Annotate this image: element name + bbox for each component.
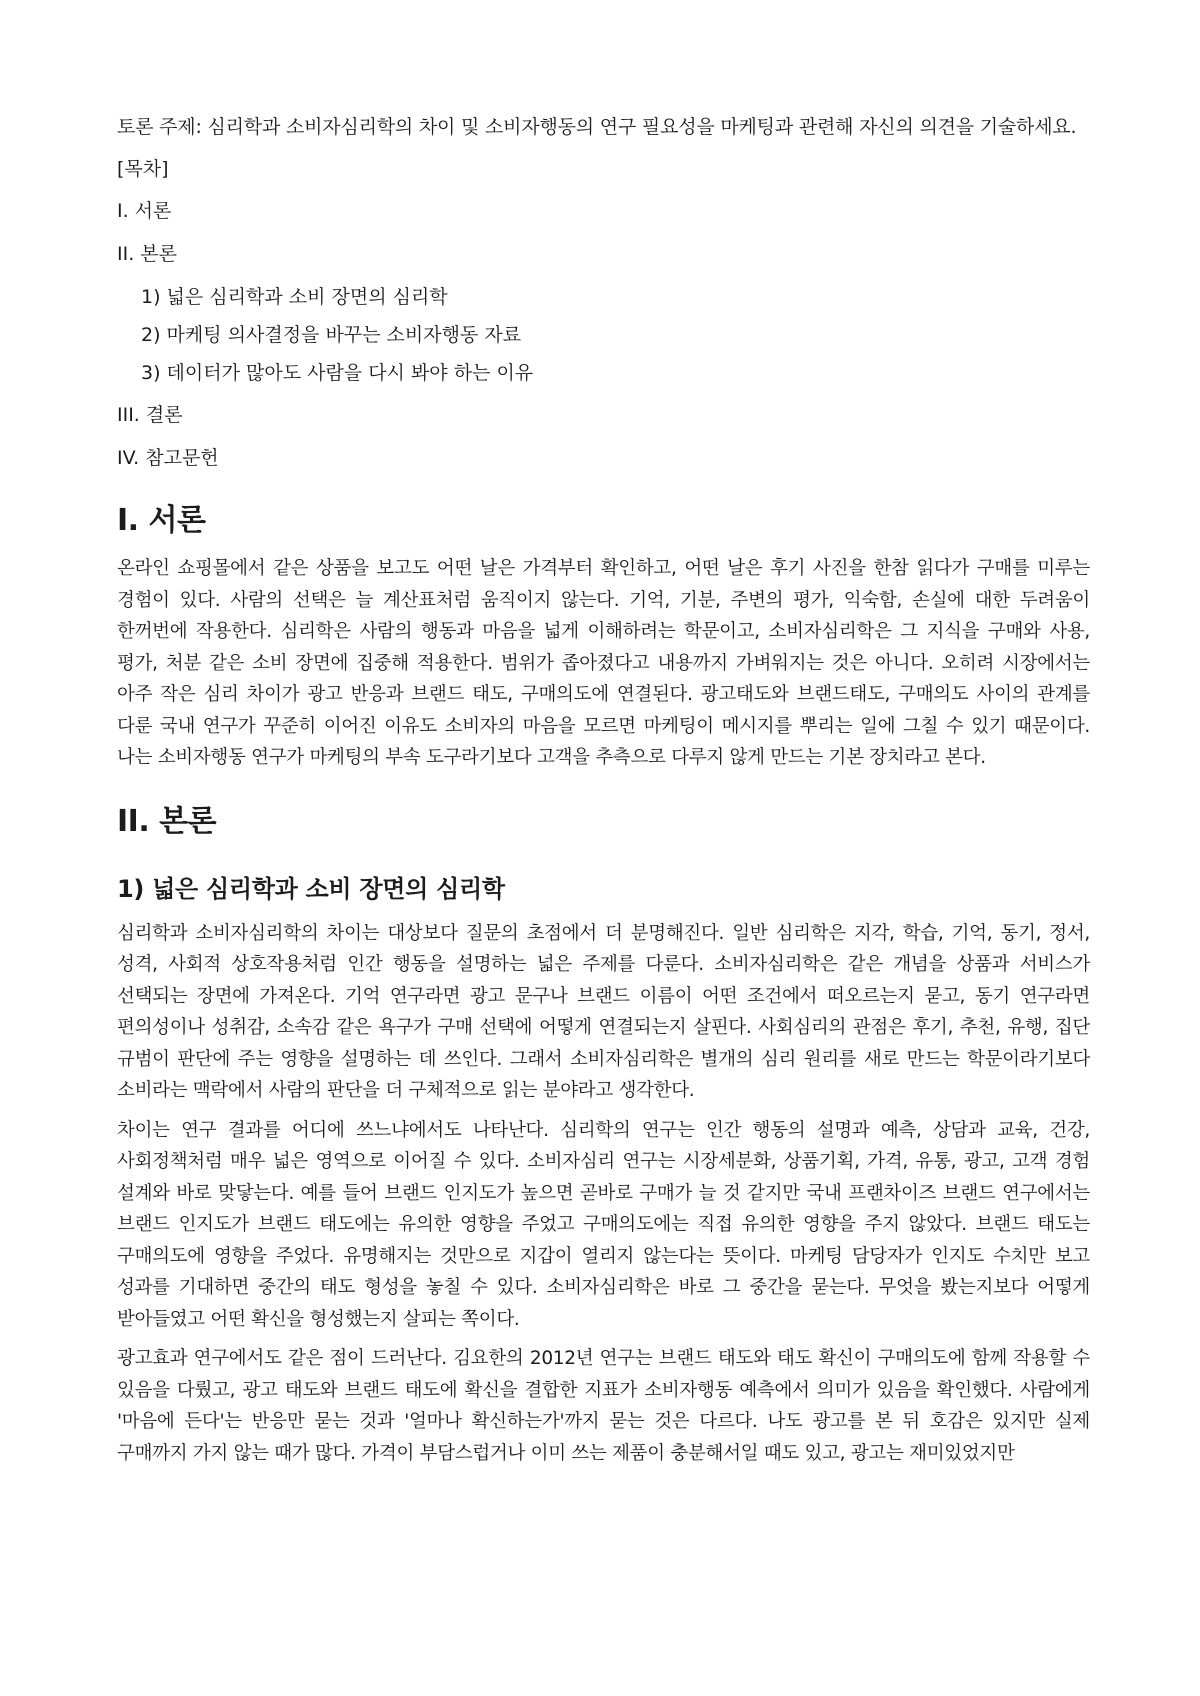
toc-item-conclusion: III. 결론	[117, 404, 183, 426]
toc-title: [목차]	[117, 158, 169, 180]
discussion-topic: 토론 주제: 심리학과 소비자심리학의 차이 및 소비자행동의 연구 필요성을 마케팅과 관련해 자신의 의견을 기술하세요.	[117, 116, 1077, 138]
paragraph: 온라인 쇼핑몰에서 같은 상품을 보고도 어떤 날은 가격부터 확인하고, 어떤 날은 후기 사진을 한참 읽다가 구매를 미루는 경험이 있다. 사람의 선택은 늘 계산표처럼 움직이지 않는다. 기억, 기분, 주변의 평가, 익숙함, 손실에 대한 두려움이 한꺼번에 작용한다. 심리학은 사람의 행동과 마음을 넓게 이해하려는 학문이고, 소비자심리학은 그 지식을 구매와 사용, 평가, 처분 같은 소비 장면에 집중해 적용한다. 범위가 좁아졌다고 내용까지 가벼워지는 것은 아니다. 오히려 시장에서는 아주 작은 심리 차이가 광고 반응과 브랜드 태도, 구매의도에 연결된다. 광고태도와 브랜드태도, 구매의도 사이의 관계를 다룬 국내 연구가 꾸준히 이어진 이유도 소비자의 마음을 모르면 마케팅이 메시지를 뿌리는 일에 그칠 수 있기 때문이다. 나는 소비자행동 연구가 마케팅의 부속 도구라기보다 고객을 추측으로 다루지 않게 만드는 기본 장치라고 본다.	[117, 558, 1090, 768]
table-of-contents	[117, 196, 1090, 473]
toc-item-body-2: 2) 마케팅 의사결정을 바꾸는 소비자행동 자료	[141, 324, 522, 346]
paragraph: 심리학과 소비자심리학의 차이는 대상보다 질문의 초점에서 더 분명해진다. 일반 심리학은 지각, 학습, 기억, 동기, 정서, 성격, 사회적 상호작용처럼 인간 행동을 설명하는 넓은 주제를 다룬다. 소비자심리학은 같은 개념을 상품과 서비스가 선택되는 장면에 가져온다. 기억 연구라면 광고 문구나 브랜드 이름이 어떤 조건에서 떠오르는지 묻고, 동기 연구라면 편의성이나 성취감, 소속감 같은 욕구가 구매 선택에 어떻게 연결되는지 살핀다. 사회심리의 관점은 후기, 추천, 유행, 집단 규범이 판단에 주는 영향을 설명하는 데 쓰인다. 그래서 소비자심리학은 별개의 심리 원리를 새로 만드는 학문이라기보다 소비라는 맥락에서 사람의 판단을 더 구체적으로 읽는 분야라고 생각한다.	[117, 922, 1090, 1101]
intro-text	[117, 553, 1090, 774]
toc-item-references: IV. 참고문헌	[117, 447, 219, 469]
paragraph: 광고효과 연구에서도 같은 점이 드러난다. 김요한의 2012년 연구는 브랜드 태도와 태도 확신이 구매의도에 함께 작용할 수 있음을 다뤘고, 광고 태도와 브랜드 태도에 확신을 결합한 지표가 소비자행동 예측에서 의미가 있음을 확인했다. 사람에게 '마음에 든다'는 반응만 묻는 것과 '얼마나 확신하는가'까지 묻는 것은 다르다. 나도 광고를 본 뒤 호감은 있지만 실제 구매까지 가지 않는 때가 많다. 가격이 부담스럽거나 이미 쓰는 제품이 충분해서일 때도 있고, 광고는 재미있었지만	[117, 1348, 1090, 1464]
toc-item-body-1: 1) 넓은 심리학과 소비 장면의 심리학	[141, 286, 448, 308]
subsection-1-text	[117, 918, 1090, 1470]
section-heading-intro: I. 서론	[117, 503, 206, 538]
subsection-heading-1: 1) 넓은 심리학과 소비 장면의 심리학	[117, 874, 505, 903]
toc-item-body-3: 3) 데이터가 많아도 사람을 다시 봐야 하는 이유	[141, 362, 534, 384]
section-heading-body: II. 본론	[117, 803, 217, 839]
paragraph: 차이는 연구 결과를 어디에 쓰느냐에서도 나타난다. 심리학의 연구는 인간 행동의 설명과 예측, 상담과 교육, 건강, 사회정책처럼 매우 넓은 영역으로 이어질 수 있다. 소비자심리 연구는 시장세분화, 상품기획, 가격, 유통, 광고, 고객 경험 설계와 바로 맞닿는다. 예를 들어 브랜드 인지도가 높으면 곧바로 구매가 늘 것 같지만 국내 프랜차이즈 브랜드 연구에서는 브랜드 인지도가 브랜드 태도에는 유의한 영향을 주었고 구매의도에는 직접 유의한 영향을 주지 않았다. 브랜드 태도는 구매의도에 영향을 주었다. 유명해지는 것만으로 지갑이 열리지 않는다는 뜻이다. 마케팅 담당자가 인지도 수치만 보고 성과를 기대하면 중간의 태도 형성을 놓칠 수 있다. 소비자심리학은 바로 그 중간을 묻는다. 무엇을 봤는지보다 어떻게 받아들였고 어떤 확신을 형성했는지 살피는 쪽이다.	[117, 1119, 1090, 1330]
toc-item-body: II. 본론	[117, 243, 177, 265]
toc-item-intro: I. 서론	[117, 200, 172, 222]
